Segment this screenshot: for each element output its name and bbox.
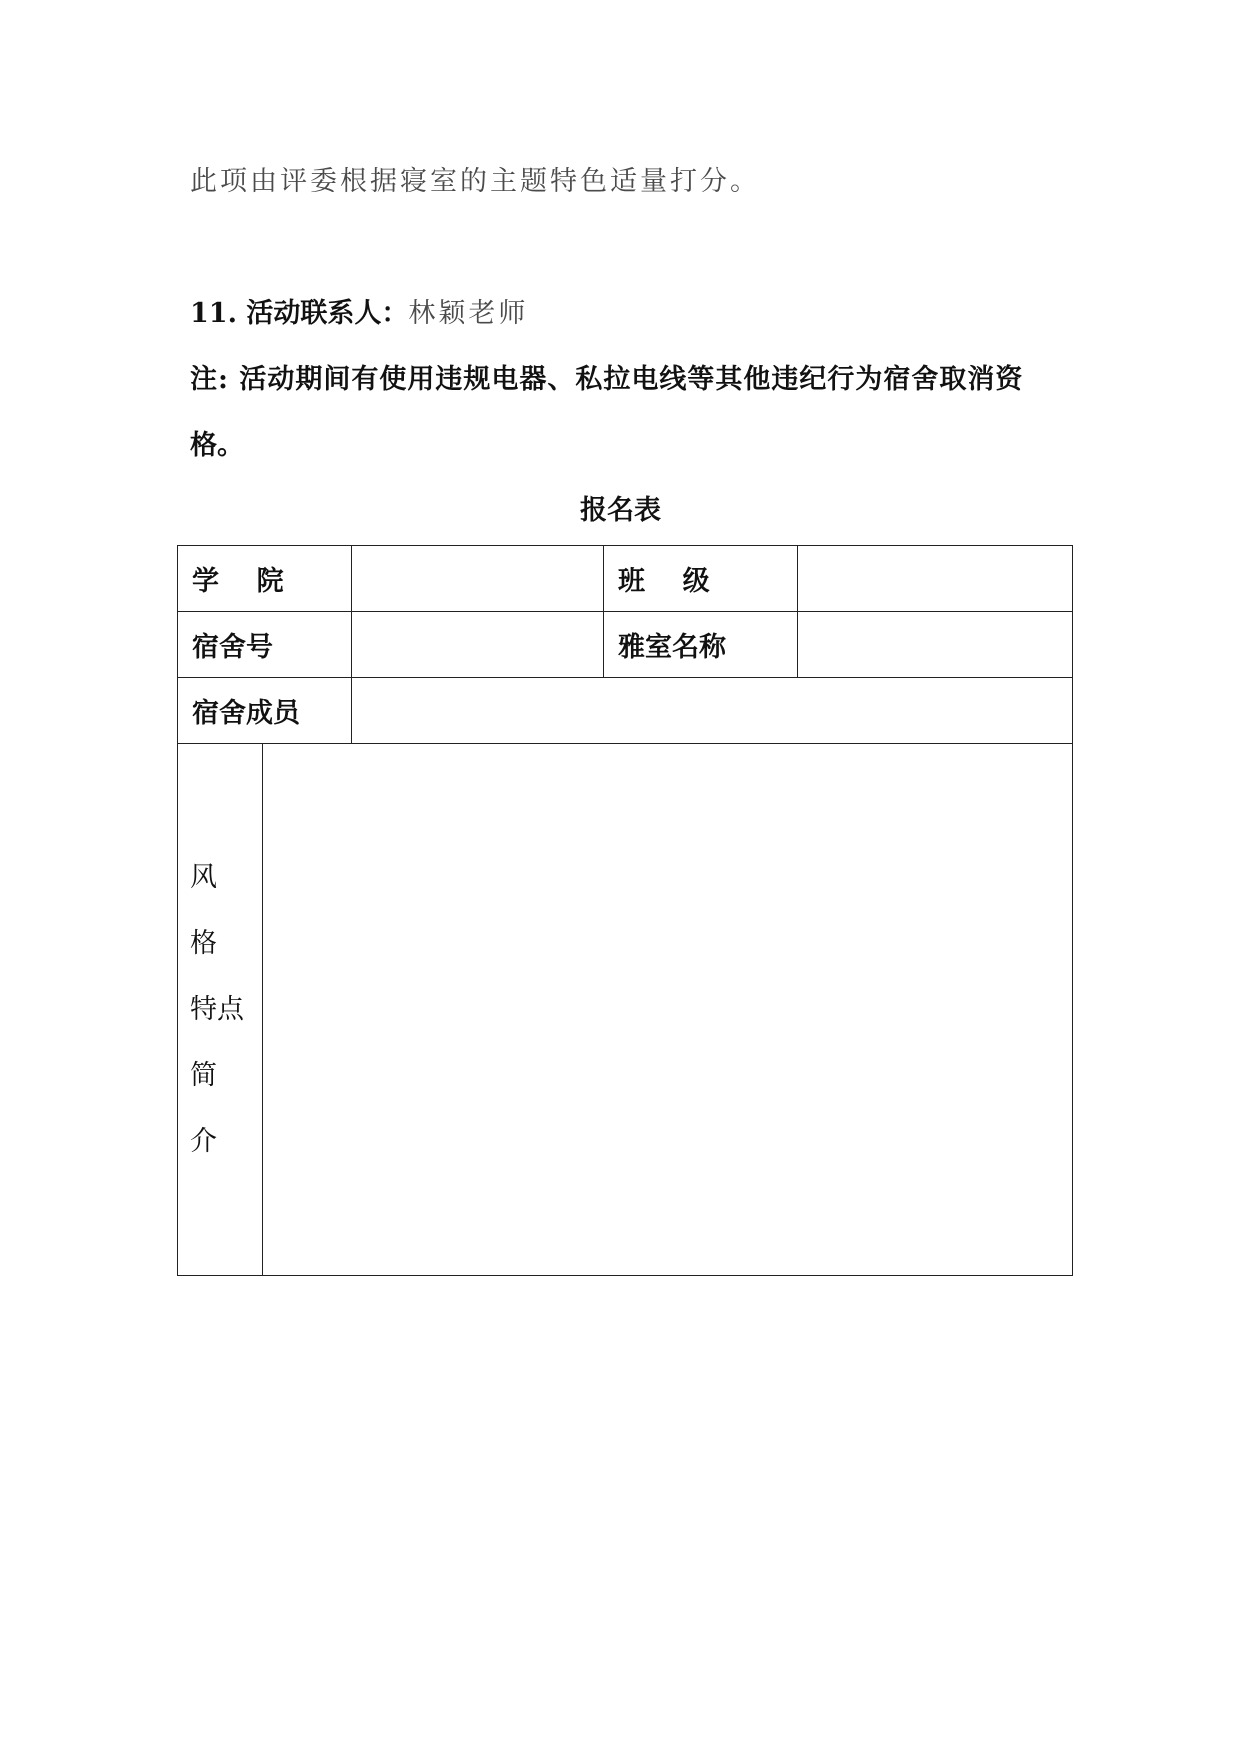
form-title: 报名表: [580, 495, 661, 526]
registration-form-table: [177, 545, 1073, 1276]
members-label: 宿舍成员: [178, 678, 352, 744]
intro-paragraph: 此项由评委根据寝室的主题特色适量打分。: [190, 166, 760, 197]
style-label-line: 格: [190, 927, 217, 959]
college-field[interactable]: [352, 546, 604, 612]
style-intro-label: [178, 744, 263, 1276]
style-label-line: 简: [190, 1059, 217, 1091]
form-row-dorm: [178, 612, 1073, 678]
form-row-college-class: [178, 546, 1073, 612]
style-intro-field[interactable]: [263, 744, 1073, 1276]
style-label-line: 特点: [190, 993, 244, 1025]
note-line-2: 格。: [190, 430, 244, 461]
dorm-number-field[interactable]: [352, 612, 604, 678]
note-line-1: 注: 活动期间有使用违规电器、私拉电线等其他违纪行为宿舍取消资: [190, 364, 1024, 395]
dorm-number-label: 宿舍号: [178, 612, 352, 678]
class-label: 班 级: [604, 546, 798, 612]
members-field[interactable]: [352, 678, 1073, 744]
style-label-line: 介: [190, 1125, 217, 1157]
college-label: 学 院: [178, 546, 352, 612]
contact-line: [190, 296, 528, 332]
dorm-name-field[interactable]: [798, 612, 1073, 678]
contact-label: 11. 活动联系人：: [190, 298, 409, 329]
dorm-name-label: 雅室名称: [604, 612, 798, 678]
form-row-members: [178, 678, 1073, 744]
form-row-style: [178, 744, 1073, 1276]
style-label-line: 风: [190, 861, 217, 893]
contact-value: 林颖老师: [408, 298, 529, 329]
class-field[interactable]: [798, 546, 1073, 612]
